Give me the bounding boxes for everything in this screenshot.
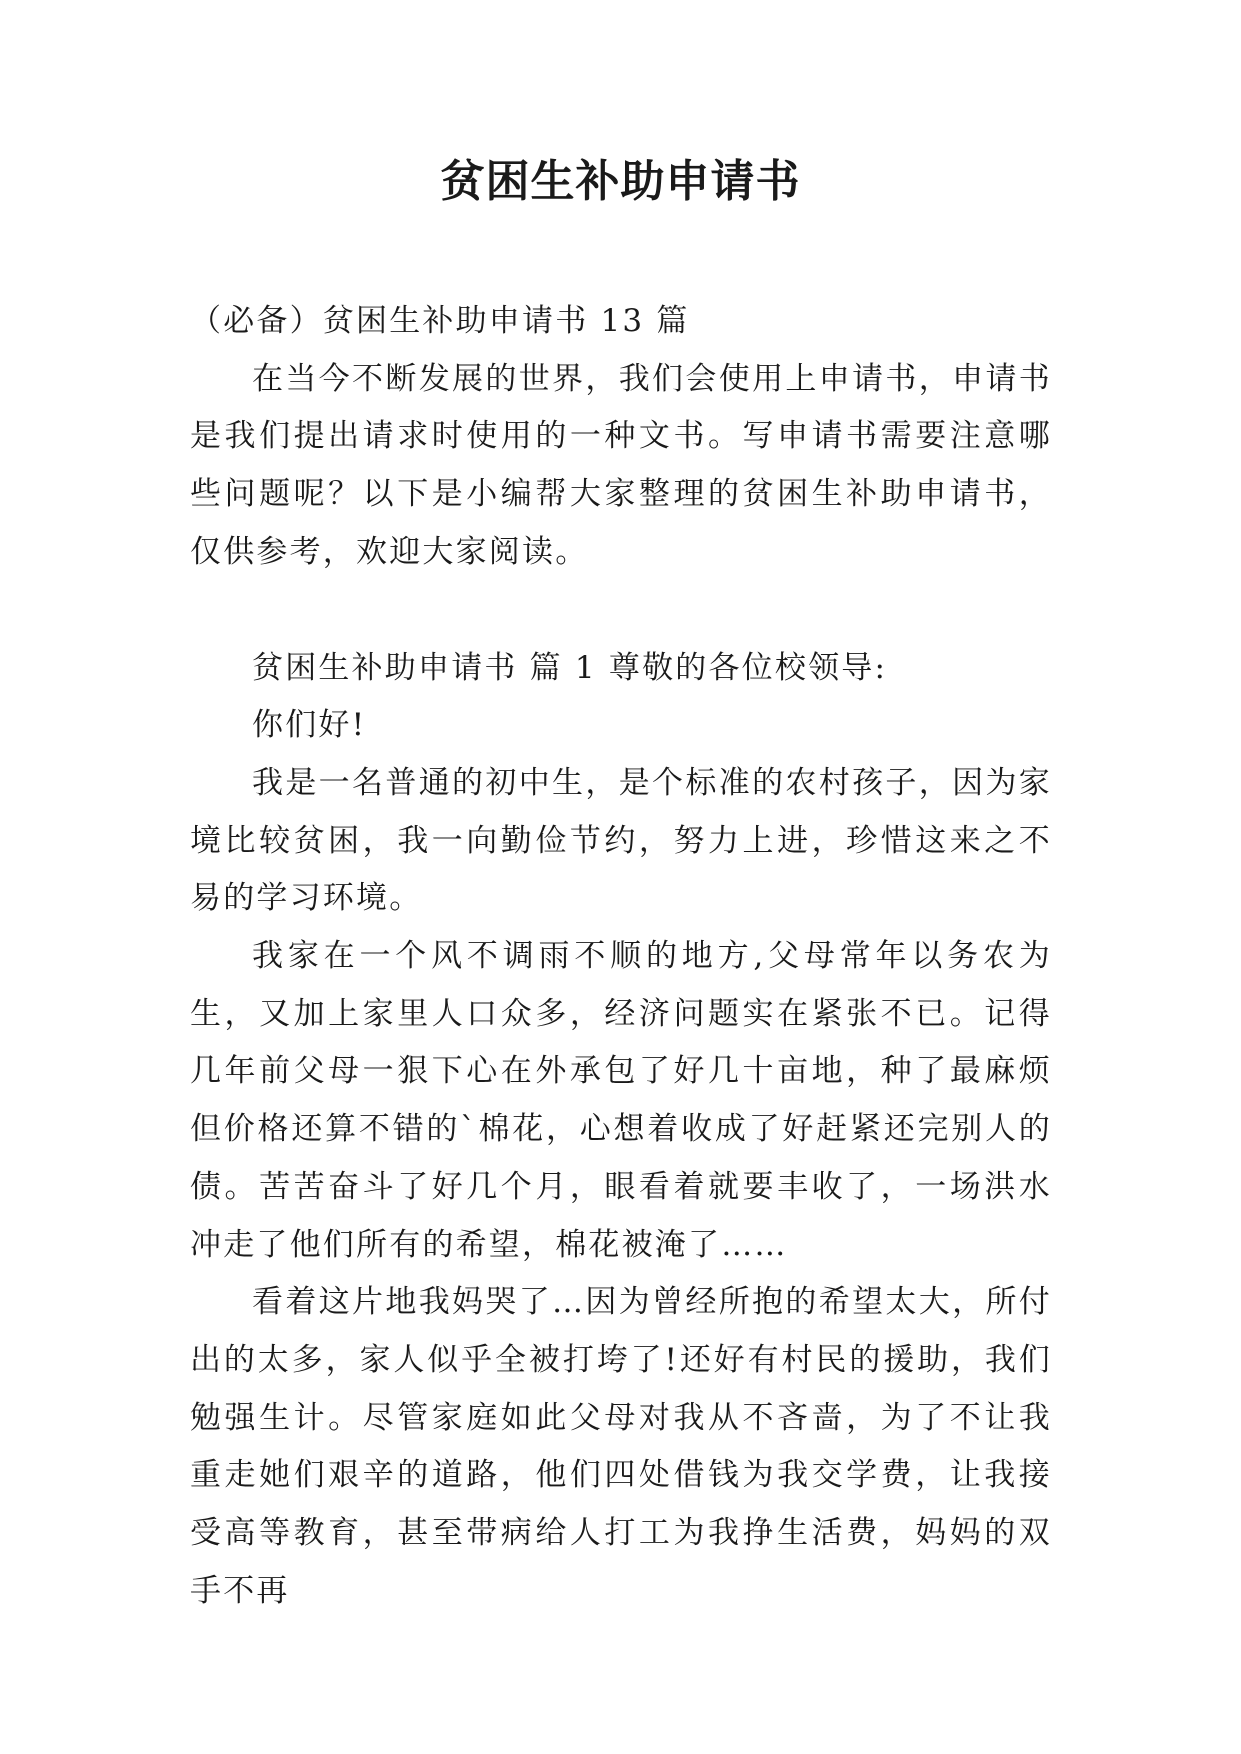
letter-greeting: 你们好! xyxy=(252,707,367,744)
document-title: 贫困生补助申请书 xyxy=(440,156,801,207)
intro-paragraph: 在当今不断发展的世界，我们会使用上申请书，申请书是我们提出请求时使用的一种文书。写申请书需要注意哪些问题呢？以下是小编帮大家整理的贫困生补助申请书，仅供参考，欢迎大家阅读。 xyxy=(190,360,1052,570)
document-subtitle: （必备）贫困生补助申请书 13 篇 xyxy=(190,303,690,339)
section-spacer xyxy=(190,582,1052,640)
letter-heading: 贫困生补助申请书 篇 1 尊敬的各位校领导: xyxy=(252,649,888,686)
body-paragraph: 我是一名普通的初中生，是个标准的农村孩子，因为家境比较贫困，我一向勤俭节约，努力上进，珍惜这来之不易的学习环境。 xyxy=(190,764,1052,917)
document-body xyxy=(190,293,1052,1620)
body-paragraph: 看着这片地我妈哭了…因为曾经所抱的希望太大，所付出的太多，家人似乎全被打垮了!还好有村民的援助，我们勉强生计。尽管家庭如此父母对我从不吝啬，为了不让我重走她们艰辛的道路，他们四处借钱为我交学费，让我接受高等教育，甚至带病给人打工为我挣生活费，妈妈的双手不再 xyxy=(190,1284,1052,1609)
body-paragraph: 我家在一个风不调雨不顺的地方,父母常年以务农为生，又加上家里人口众多，经济问题实在紧张不已。记得几年前父母一狠下心在外承包了好几十亩地，种了最麻烦但价格还算不错的`棉花，心想着收成了好赶紧还完别人的债。苦苦奋斗了好几个月，眼看着就要丰收了，一场洪水冲走了他们所有的希望，棉花被淹了…… xyxy=(190,938,1052,1263)
